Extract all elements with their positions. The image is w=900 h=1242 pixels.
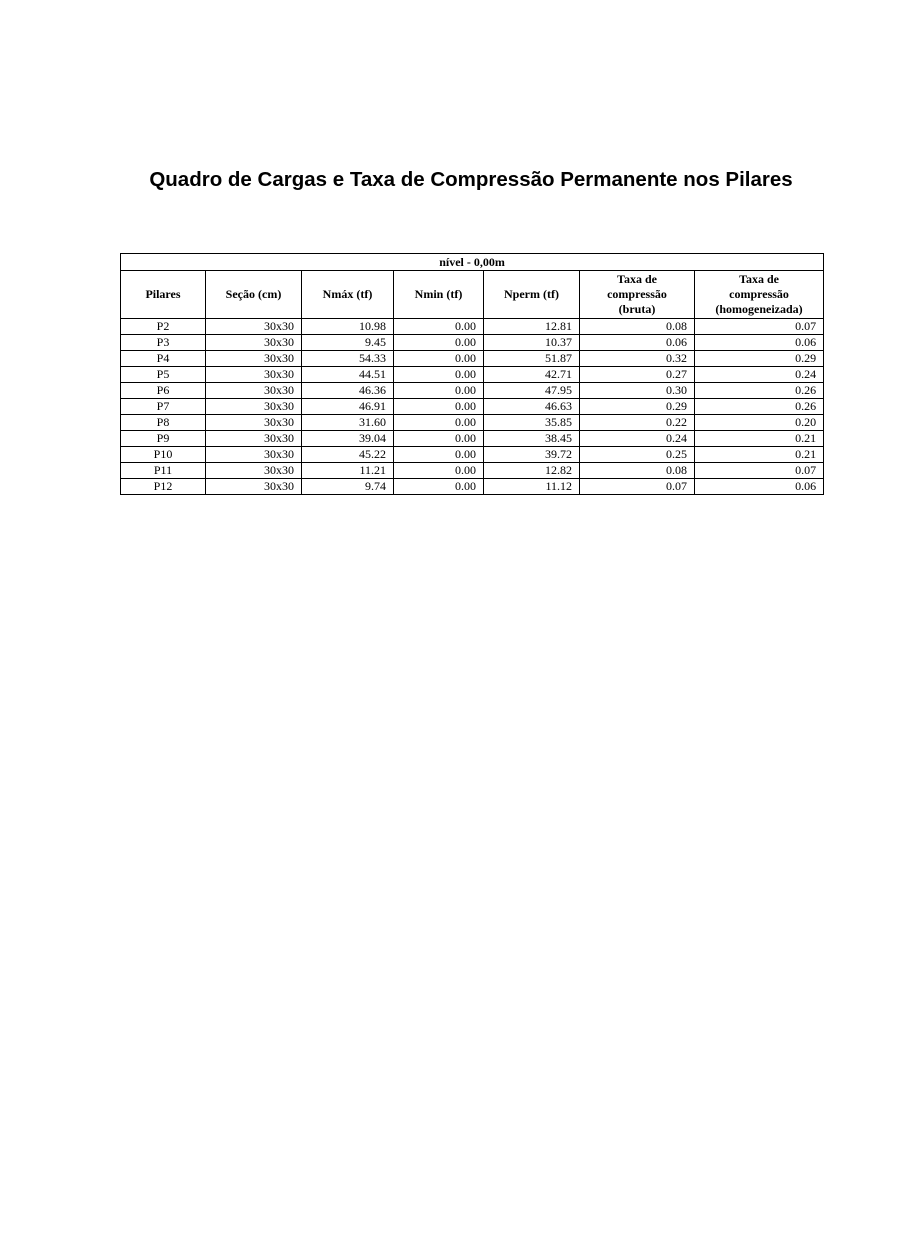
cell-taxa-bruta: 0.07 — [580, 479, 695, 495]
cell-pilar: P3 — [121, 335, 206, 351]
level-header-row — [121, 254, 824, 271]
cell-nperm: 10.37 — [484, 335, 580, 351]
cell-nmin: 0.00 — [394, 463, 484, 479]
table-row — [121, 367, 824, 383]
cell-nmin: 0.00 — [394, 383, 484, 399]
cell-taxa-bruta: 0.32 — [580, 351, 695, 367]
cell-taxa-homogeneizada: 0.21 — [695, 431, 824, 447]
cell-nmax: 39.04 — [302, 431, 394, 447]
cell-secao: 30x30 — [206, 447, 302, 463]
cell-pilar: P9 — [121, 431, 206, 447]
page-title: Quadro de Cargas e Taxa de Compressão Permanente nos Pilares — [149, 168, 793, 191]
cell-pilar: P8 — [121, 415, 206, 431]
cell-nperm: 35.85 — [484, 415, 580, 431]
cell-nperm: 51.87 — [484, 351, 580, 367]
cell-taxa-bruta: 0.22 — [580, 415, 695, 431]
table-row — [121, 415, 824, 431]
cell-nperm: 12.81 — [484, 319, 580, 335]
header-taxa-homog-line1: Taxa de — [739, 272, 779, 286]
cell-taxa-homogeneizada: 0.07 — [695, 319, 824, 335]
header-pilares: Pilares — [121, 271, 206, 319]
cell-pilar: P11 — [121, 463, 206, 479]
table-row — [121, 479, 824, 495]
cell-secao: 30x30 — [206, 351, 302, 367]
cell-taxa-homogeneizada: 0.06 — [695, 335, 824, 351]
cell-nmax: 44.51 — [302, 367, 394, 383]
header-nperm: Nperm (tf) — [484, 271, 580, 319]
header-taxa-bruta-line1: Taxa de — [617, 272, 657, 286]
table-row — [121, 383, 824, 399]
cell-taxa-bruta: 0.06 — [580, 335, 695, 351]
cell-pilar: P2 — [121, 319, 206, 335]
cell-pilar: P5 — [121, 367, 206, 383]
cell-taxa-homogeneizada: 0.26 — [695, 399, 824, 415]
header-taxa-bruta — [580, 271, 695, 319]
cell-secao: 30x30 — [206, 335, 302, 351]
cell-nperm: 38.45 — [484, 431, 580, 447]
header-taxa-homogeneizada — [695, 271, 824, 319]
cell-secao: 30x30 — [206, 367, 302, 383]
cell-nmax: 46.36 — [302, 383, 394, 399]
table-row — [121, 399, 824, 415]
cell-nmin: 0.00 — [394, 479, 484, 495]
cell-secao: 30x30 — [206, 431, 302, 447]
cell-taxa-bruta: 0.25 — [580, 447, 695, 463]
cell-nmin: 0.00 — [394, 335, 484, 351]
cell-pilar: P7 — [121, 399, 206, 415]
cell-nmax: 54.33 — [302, 351, 394, 367]
column-header-row — [121, 271, 824, 319]
cell-taxa-bruta: 0.27 — [580, 367, 695, 383]
cell-secao: 30x30 — [206, 383, 302, 399]
cell-secao: 30x30 — [206, 319, 302, 335]
cell-nmax: 31.60 — [302, 415, 394, 431]
cell-nperm: 47.95 — [484, 383, 580, 399]
cell-pilar: P10 — [121, 447, 206, 463]
cell-nmin: 0.00 — [394, 447, 484, 463]
table-row — [121, 335, 824, 351]
cell-nperm: 42.71 — [484, 367, 580, 383]
cell-taxa-bruta: 0.08 — [580, 319, 695, 335]
cell-taxa-homogeneizada: 0.06 — [695, 479, 824, 495]
cell-secao: 30x30 — [206, 463, 302, 479]
cell-nmin: 0.00 — [394, 399, 484, 415]
cell-pilar: P12 — [121, 479, 206, 495]
cell-nperm: 46.63 — [484, 399, 580, 415]
cell-nperm: 39.72 — [484, 447, 580, 463]
table-row — [121, 463, 824, 479]
cell-nmax: 45.22 — [302, 447, 394, 463]
cell-taxa-homogeneizada: 0.29 — [695, 351, 824, 367]
cell-taxa-bruta: 0.08 — [580, 463, 695, 479]
cell-nmin: 0.00 — [394, 351, 484, 367]
header-taxa-homog-line3: (homogeneizada) — [715, 302, 803, 316]
cell-nmin: 0.00 — [394, 367, 484, 383]
cell-taxa-homogeneizada: 0.21 — [695, 447, 824, 463]
table-row — [121, 319, 824, 335]
cell-taxa-homogeneizada: 0.20 — [695, 415, 824, 431]
header-nmax: Nmáx (tf) — [302, 271, 394, 319]
cell-taxa-homogeneizada: 0.07 — [695, 463, 824, 479]
cell-secao: 30x30 — [206, 479, 302, 495]
cell-secao: 30x30 — [206, 399, 302, 415]
table-row — [121, 351, 824, 367]
cell-nmax: 46.91 — [302, 399, 394, 415]
cell-taxa-bruta: 0.24 — [580, 431, 695, 447]
level-header: nível - 0,00m — [121, 254, 824, 271]
cell-taxa-bruta: 0.30 — [580, 383, 695, 399]
table-row — [121, 447, 824, 463]
cell-pilar: P4 — [121, 351, 206, 367]
cell-nmin: 0.00 — [394, 415, 484, 431]
cell-pilar: P6 — [121, 383, 206, 399]
loads-table-container — [120, 253, 823, 495]
cell-nmax: 9.74 — [302, 479, 394, 495]
cell-taxa-homogeneizada: 0.24 — [695, 367, 824, 383]
cell-taxa-bruta: 0.29 — [580, 399, 695, 415]
cell-nperm: 12.82 — [484, 463, 580, 479]
header-taxa-homog-line2: compressão — [729, 287, 789, 301]
cell-secao: 30x30 — [206, 415, 302, 431]
header-taxa-bruta-line3: (bruta) — [618, 302, 656, 316]
table-body — [121, 319, 824, 495]
loads-table — [120, 253, 824, 495]
cell-nmin: 0.00 — [394, 431, 484, 447]
cell-nmin: 0.00 — [394, 319, 484, 335]
header-nmin: Nmin (tf) — [394, 271, 484, 319]
cell-nmax: 11.21 — [302, 463, 394, 479]
cell-nmax: 9.45 — [302, 335, 394, 351]
table-row — [121, 431, 824, 447]
cell-taxa-homogeneizada: 0.26 — [695, 383, 824, 399]
cell-nperm: 11.12 — [484, 479, 580, 495]
header-secao: Seção (cm) — [206, 271, 302, 319]
cell-nmax: 10.98 — [302, 319, 394, 335]
header-taxa-bruta-line2: compressão — [607, 287, 667, 301]
